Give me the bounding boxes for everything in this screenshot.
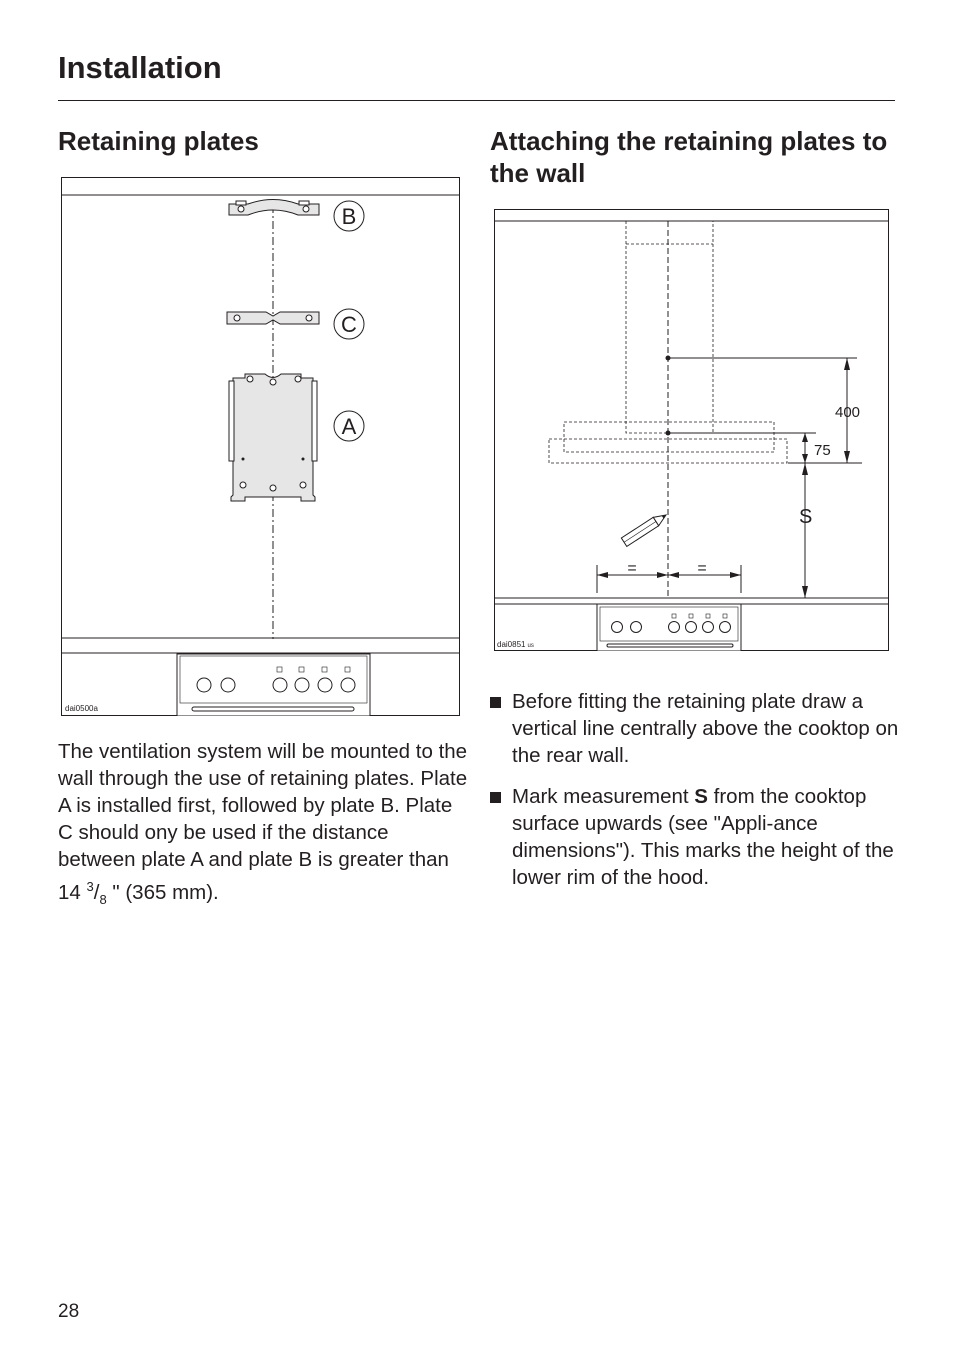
figure-code-main: dai0851 [497, 640, 526, 649]
title-rule [58, 100, 895, 101]
cooktop-front [177, 654, 370, 716]
retaining-plates-figure [61, 177, 460, 716]
paragraph-end: " (365 mm). [106, 880, 219, 904]
dim-s: S [799, 506, 813, 528]
retaining-plates-heading: Retaining plates [58, 126, 259, 156]
dim-75: 75 [814, 442, 831, 459]
attaching-plates-figure [494, 209, 889, 651]
figure-code: dai0500a [65, 704, 98, 713]
fraction-denominator: 8 [99, 891, 107, 907]
plate-a [229, 374, 317, 501]
bullet-square-icon [490, 792, 501, 803]
page-title: Installation [58, 50, 222, 85]
equal-right: = [697, 560, 707, 577]
pencil-icon [621, 511, 668, 547]
label-a: A [341, 414, 357, 439]
figure-code-suffix: us [527, 643, 534, 649]
cooktop-front [597, 604, 741, 651]
dim-400: 400 [835, 404, 861, 421]
figure-code [497, 640, 534, 649]
instruction-item [490, 688, 900, 769]
instruction-text-end: from the cooktop surface upwards (see "Appli-ance dimensions"). This marks the height of the lower rim of the hood. [512, 785, 894, 889]
instruction-text: Mark measurement [512, 785, 695, 808]
paragraph-main: The ventilation system will be mounted to the wall through the use of retaining plates. Plate A is installed first, followed by plate B. Plate C should ony be used if the distance between plate A and plate B is greater than 14 [58, 740, 468, 904]
retaining-plates-paragraph [58, 738, 468, 913]
label-c: C [341, 312, 357, 337]
label-b: B [341, 204, 357, 229]
attaching-plates-heading: Attaching the retaining plates to the wall [490, 126, 888, 188]
fraction-numerator: 3 [86, 879, 94, 894]
plate-b [229, 200, 319, 216]
equal-left: = [627, 560, 637, 577]
bullet-square-icon [490, 697, 501, 708]
page-number: 28 [58, 1301, 80, 1322]
instruction-item [490, 783, 900, 891]
instruction-text: Before fitting the retaining plate draw a vertical line centrally above the cooktop on the rear wall. [512, 690, 899, 767]
measurement-s: S [694, 785, 708, 808]
instruction-list [490, 688, 900, 905]
fraction-separator: / [93, 880, 100, 904]
